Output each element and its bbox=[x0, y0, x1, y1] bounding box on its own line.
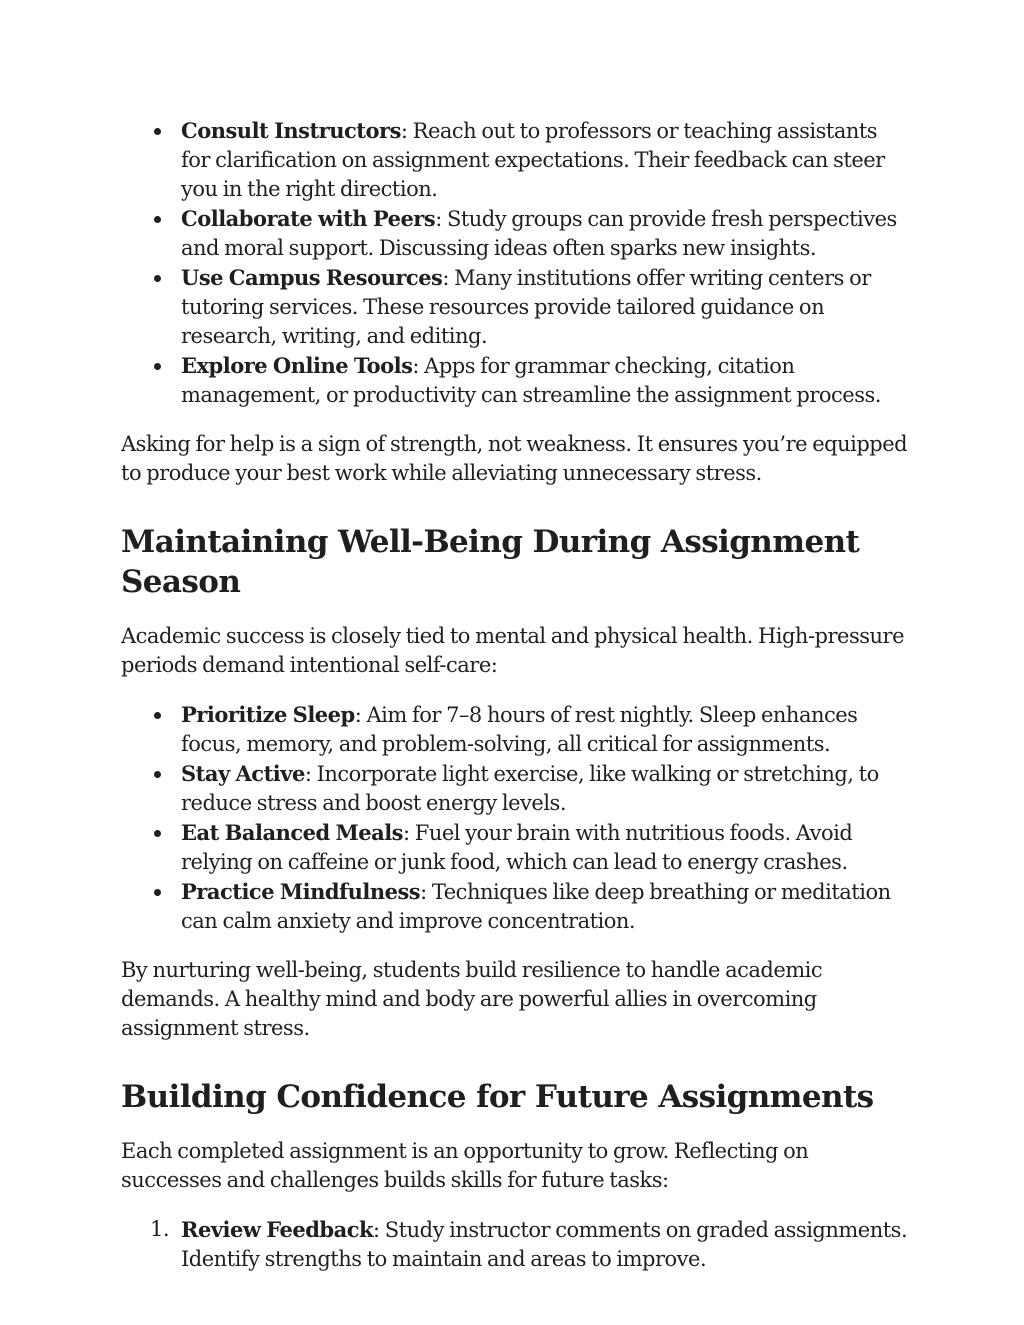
list-item-text: : Reach out to professors or teaching assistants for clarification on assignment expectations. Their feedback can steer you in the right direction. bbox=[181, 119, 885, 201]
list-item-term: Review Feedback bbox=[181, 1217, 374, 1242]
list-item-term: Collaborate with Peers bbox=[181, 206, 436, 231]
list-item-text: : Techniques like deep breathing or meditation can calm anxiety and improve concentration. bbox=[181, 880, 891, 933]
wellbeing-closing-paragraph: By nurturing well-being, students build resilience to handle academic demands. A healthy mind and body are powerful allies in overcoming assignment stress. bbox=[121, 958, 823, 1040]
list-item bbox=[121, 1215, 911, 1274]
list-item-text: : Study groups can provide fresh perspectives and moral support. Discussing ideas often sparks new insights. bbox=[181, 207, 897, 260]
list-item bbox=[121, 116, 911, 204]
list-item-text: : Apps for grammar checking, citation management, or productivity can streamline the assignment process. bbox=[181, 354, 881, 407]
help-list bbox=[121, 116, 911, 410]
list-item-term: Prioritize Sleep bbox=[181, 702, 355, 727]
list-item-term: Use Campus Resources bbox=[181, 265, 443, 290]
confidence-intro-paragraph: Each completed assignment is an opportunity to grow. Reflecting on successes and challenges builds skills for future tasks: bbox=[121, 1139, 809, 1192]
list-item bbox=[121, 759, 911, 818]
confidence-list bbox=[121, 1215, 911, 1274]
list-item bbox=[121, 877, 911, 936]
wellbeing-heading: Maintaining Well-Being During Assignment Season bbox=[121, 524, 860, 600]
list-item-text: : Incorporate light exercise, like walking or stretching, to reduce stress and boost energy levels. bbox=[181, 762, 879, 815]
confidence-heading: Building Confidence for Future Assignments bbox=[121, 1079, 874, 1115]
list-item-text: : Many institutions offer writing centers or tutoring services. These resources provide tailored guidance on research, writing, and editing. bbox=[181, 266, 871, 348]
wellbeing-list bbox=[121, 700, 911, 936]
list-item-text: : Fuel your brain with nutritious foods. Avoid relying on caffeine or junk food, which can lead to energy crashes. bbox=[181, 821, 853, 874]
wellbeing-intro-paragraph: Academic success is closely tied to mental and physical health. High-pressure periods demand intentional self-care: bbox=[121, 624, 904, 677]
list-item bbox=[121, 700, 911, 759]
list-item bbox=[121, 204, 911, 263]
list-item-term: Explore Online Tools bbox=[181, 353, 413, 378]
list-item bbox=[121, 818, 911, 877]
help-closing-paragraph: Asking for help is a sign of strength, not weakness. It ensures you’re equipped to produce your best work while alleviating unnecessary stress. bbox=[121, 432, 908, 485]
list-item-term: Consult Instructors bbox=[181, 118, 401, 143]
document-page bbox=[121, 116, 911, 1274]
list-item bbox=[121, 351, 911, 410]
list-item-text: : Aim for 7–8 hours of rest nightly. Sleep enhances focus, memory, and problem-solving, all critical for assignments. bbox=[181, 703, 858, 756]
list-item-term: Stay Active bbox=[181, 761, 305, 786]
list-item-term: Eat Balanced Meals bbox=[181, 820, 403, 845]
list-item-text: : Study instructor comments on graded assignments. Identify strengths to maintain and areas to improve. bbox=[181, 1218, 908, 1271]
list-item-number: 1. bbox=[150, 1217, 170, 1241]
list-item-term: Practice Mindfulness bbox=[181, 879, 421, 904]
list-item bbox=[121, 263, 911, 351]
